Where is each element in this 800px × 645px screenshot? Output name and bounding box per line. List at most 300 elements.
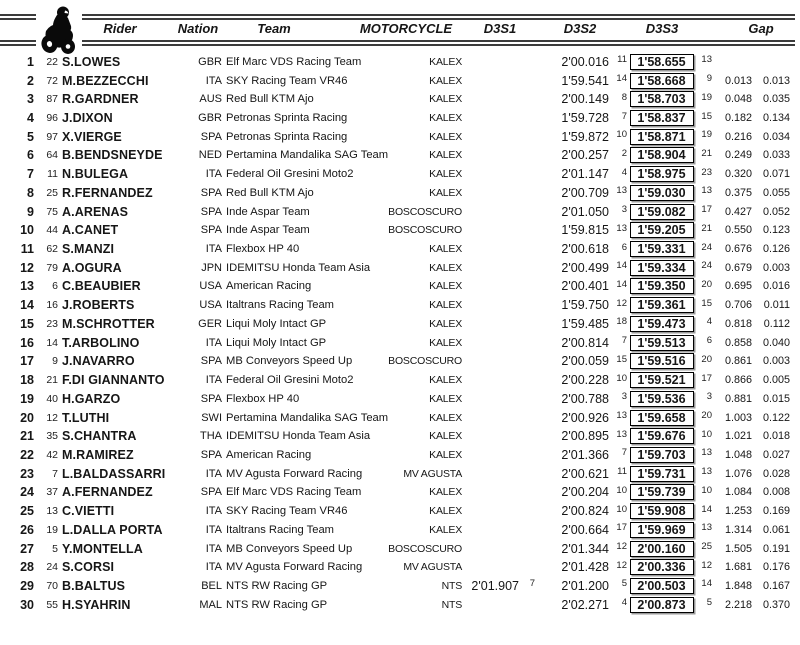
position-cell: 27 bbox=[20, 541, 34, 556]
position-cell: 16 bbox=[20, 335, 34, 350]
position-cell: 10 bbox=[20, 223, 34, 238]
nation-cell: SPA bbox=[200, 486, 222, 499]
d3s2-lap-cell: 4 bbox=[621, 166, 627, 178]
rider-name-cell: J.NAVARRO bbox=[62, 354, 135, 369]
gap-to-previous-cell: 0.040 bbox=[762, 336, 790, 349]
rider-name-cell: A.OGURA bbox=[62, 260, 122, 275]
position-cell: 3 bbox=[27, 92, 34, 107]
motorcycle-cell: KALEX bbox=[429, 505, 462, 518]
rider-name-cell: S.CORSI bbox=[62, 560, 115, 575]
d3s3-lap-cell: 24 bbox=[701, 241, 712, 253]
motorcycle-cell: KALEX bbox=[429, 374, 462, 387]
position-cell: 7 bbox=[27, 167, 34, 182]
position-cell: 25 bbox=[20, 504, 34, 519]
d3s2-time-cell: 2'00.926 bbox=[561, 410, 609, 425]
d3s2-time-cell: 1'59.485 bbox=[561, 316, 609, 331]
rider-name-cell: T.ARBOLINO bbox=[62, 335, 140, 350]
team-cell: Italtrans Racing Team bbox=[226, 299, 334, 312]
results-table-body bbox=[0, 53, 800, 615]
d3s3-best-time-cell bbox=[627, 222, 696, 238]
team-cell: Pertamina Mandalika SAG Team bbox=[226, 149, 389, 162]
d3s2-lap-cell: 10 bbox=[616, 372, 627, 384]
d3s3-best-time-cell bbox=[627, 54, 696, 70]
gap-to-previous-cell: 0.071 bbox=[762, 168, 790, 181]
rider-name-cell: S.LOWES bbox=[62, 54, 121, 69]
gap-to-previous-cell: 0.034 bbox=[762, 130, 790, 143]
position-cell: 6 bbox=[27, 148, 34, 163]
motorcycle-cell: KALEX bbox=[429, 243, 462, 256]
motorcycle-cell: KALEX bbox=[429, 261, 462, 274]
gap-to-leader-cell: 1.314 bbox=[724, 523, 752, 536]
d3s2-time-cell: 1'59.541 bbox=[561, 73, 609, 88]
gap-to-leader-cell: 0.861 bbox=[724, 355, 752, 368]
gap-to-leader-cell: 0.182 bbox=[724, 112, 752, 125]
best-time-box: 1'59.521 bbox=[630, 372, 694, 388]
d3s2-lap-cell: 7 bbox=[621, 335, 627, 347]
best-time-box: 1'59.731 bbox=[630, 466, 694, 482]
rider-number-cell: 16 bbox=[46, 299, 58, 312]
gap-to-previous-cell: 0.169 bbox=[762, 505, 790, 518]
d3s3-lap-cell: 13 bbox=[701, 466, 712, 478]
nation-cell: SPA bbox=[200, 205, 222, 218]
header-top-rule-2 bbox=[0, 18, 795, 20]
d3s2-lap-cell: 11 bbox=[617, 54, 627, 66]
d3s2-time-cell: 2'00.824 bbox=[561, 504, 609, 519]
d3s2-time-cell: 2'00.149 bbox=[561, 92, 609, 107]
d3s3-lap-cell: 14 bbox=[701, 578, 712, 590]
rider-number-cell: 14 bbox=[46, 336, 58, 349]
team-cell: MV Agusta Forward Racing bbox=[226, 467, 363, 480]
rider-name-cell: L.DALLA PORTA bbox=[62, 522, 163, 537]
position-cell: 19 bbox=[20, 391, 34, 406]
team-cell: Red Bull KTM Ajo bbox=[226, 93, 314, 106]
motorcycle-cell: KALEX bbox=[429, 448, 462, 461]
nation-cell: SPA bbox=[200, 130, 222, 143]
d3s2-time-cell: 2'00.895 bbox=[561, 429, 609, 444]
rider-name-cell: J.DIXON bbox=[62, 111, 113, 126]
best-time-box: 1'59.350 bbox=[630, 278, 694, 294]
best-time-box: 1'59.703 bbox=[630, 447, 694, 463]
d3s3-best-time-cell bbox=[627, 204, 696, 220]
rider-number-cell: 25 bbox=[46, 186, 58, 199]
column-header-team: Team bbox=[257, 21, 291, 36]
gap-to-leader-cell: 0.048 bbox=[724, 93, 752, 106]
position-cell: 18 bbox=[20, 373, 34, 388]
nation-cell: ITA bbox=[205, 561, 222, 574]
rider-name-cell: A.FERNANDEZ bbox=[62, 485, 153, 500]
rider-number-cell: 12 bbox=[46, 411, 58, 424]
d3s2-lap-cell: 5 bbox=[621, 578, 627, 590]
rider-number-cell: 11 bbox=[47, 168, 58, 181]
team-cell: NTS RW Racing GP bbox=[226, 598, 328, 611]
team-cell: SKY Racing Team VR46 bbox=[226, 74, 348, 87]
nation-cell: ITA bbox=[205, 336, 222, 349]
d3s3-best-time-cell bbox=[627, 541, 696, 557]
d3s2-time-cell: 2'00.228 bbox=[561, 373, 609, 388]
position-cell: 11 bbox=[20, 242, 34, 257]
d3s3-best-time-cell bbox=[627, 578, 696, 594]
d3s3-best-time-cell bbox=[627, 316, 696, 332]
rider-name-cell: H.GARZO bbox=[62, 391, 121, 406]
rider-number-cell: 24 bbox=[46, 561, 58, 574]
d3s3-best-time-cell bbox=[627, 241, 696, 257]
best-time-box: 1'59.473 bbox=[630, 316, 694, 332]
table-row bbox=[0, 109, 800, 128]
d3s2-time-cell: 2'00.621 bbox=[561, 466, 609, 481]
rider-number-cell: 55 bbox=[46, 598, 58, 611]
d3s2-lap-cell: 14 bbox=[616, 73, 627, 85]
gap-to-previous-cell: 0.122 bbox=[762, 411, 790, 424]
rider-name-cell: J.ROBERTS bbox=[62, 298, 135, 313]
nation-cell: ITA bbox=[205, 74, 222, 87]
nation-cell: GBR bbox=[198, 112, 222, 125]
best-time-box: 1'59.334 bbox=[630, 260, 694, 276]
best-time-box: 1'58.668 bbox=[630, 73, 694, 89]
rider-number-cell: 6 bbox=[52, 280, 58, 293]
nation-cell: ITA bbox=[205, 243, 222, 256]
table-row bbox=[0, 371, 800, 390]
d3s2-lap-cell: 8 bbox=[621, 91, 627, 103]
column-header-gap: Gap bbox=[748, 21, 774, 36]
team-cell: MB Conveyors Speed Up bbox=[226, 542, 353, 555]
best-time-box: 1'59.908 bbox=[630, 503, 694, 519]
gap-to-previous-cell: 0.013 bbox=[762, 74, 790, 87]
table-row bbox=[0, 389, 800, 408]
rider-name-cell: H.SYAHRIN bbox=[62, 597, 131, 612]
gap-to-leader-cell: 1.084 bbox=[724, 486, 752, 499]
rider-number-cell: 75 bbox=[46, 205, 58, 218]
nation-cell: BEL bbox=[201, 579, 222, 592]
d3s2-time-cell: 2'00.204 bbox=[561, 485, 609, 500]
gap-to-previous-cell: 0.015 bbox=[762, 392, 790, 405]
d3s3-lap-cell: 10 bbox=[701, 428, 712, 440]
position-cell: 9 bbox=[27, 204, 34, 219]
d3s2-lap-cell: 13 bbox=[616, 185, 627, 197]
d3s3-best-time-cell bbox=[627, 484, 696, 500]
d3s3-best-time-cell bbox=[627, 73, 696, 89]
team-cell: Petronas Sprinta Racing bbox=[226, 112, 348, 125]
d3s3-lap-cell: 20 bbox=[701, 278, 712, 290]
d3s2-lap-cell: 12 bbox=[616, 297, 627, 309]
rider-number-cell: 44 bbox=[46, 224, 58, 237]
d3s2-lap-cell: 10 bbox=[616, 503, 627, 515]
nation-cell: USA bbox=[199, 280, 222, 293]
d3s3-lap-cell: 13 bbox=[701, 185, 712, 197]
position-cell: 14 bbox=[20, 298, 34, 313]
rider-number-cell: 87 bbox=[46, 93, 58, 106]
d3s3-lap-cell: 4 bbox=[706, 316, 712, 328]
d3s2-time-cell: 1'59.728 bbox=[561, 111, 609, 126]
best-time-box: 1'59.030 bbox=[630, 185, 694, 201]
d3s2-time-cell: 1'59.815 bbox=[561, 223, 609, 238]
rider-number-cell: 70 bbox=[46, 579, 58, 592]
d3s2-time-cell: 2'00.257 bbox=[561, 148, 609, 163]
rider-name-cell: F.DI GIANNANTO bbox=[62, 373, 165, 388]
d3s2-lap-cell: 7 bbox=[621, 447, 627, 459]
d3s3-lap-cell: 21 bbox=[701, 222, 712, 234]
d3s2-time-cell: 2'00.016 bbox=[561, 54, 609, 69]
best-time-box: 1'59.513 bbox=[630, 335, 694, 351]
d3s3-lap-cell: 19 bbox=[701, 129, 712, 141]
gap-to-previous-cell: 0.134 bbox=[762, 112, 790, 125]
team-cell: MV Agusta Forward Racing bbox=[226, 561, 363, 574]
gap-to-leader-cell: 0.679 bbox=[724, 261, 752, 274]
motorcycle-cell: BOSCOSCURO bbox=[388, 205, 462, 218]
team-cell: NTS RW Racing GP bbox=[226, 579, 328, 592]
nation-cell: SWI bbox=[201, 411, 222, 424]
nation-cell: ITA bbox=[205, 467, 222, 480]
d3s2-time-cell: 2'02.271 bbox=[561, 597, 609, 612]
gap-to-previous-cell: 0.003 bbox=[762, 261, 790, 274]
best-time-box: 2'00.160 bbox=[630, 541, 694, 557]
motorcycle-cell: KALEX bbox=[429, 55, 462, 68]
rider-name-cell: C.BEAUBIER bbox=[62, 279, 141, 294]
d3s2-lap-cell: 13 bbox=[616, 222, 627, 234]
header-bottom-rule-1 bbox=[0, 40, 795, 42]
nation-cell: SPA bbox=[200, 355, 222, 368]
nation-cell: ITA bbox=[205, 168, 222, 181]
rider-number-cell: 42 bbox=[46, 448, 58, 461]
table-row bbox=[0, 315, 800, 334]
motorcycle-cell: NTS bbox=[441, 598, 462, 611]
gap-to-previous-cell: 0.011 bbox=[763, 299, 790, 312]
gap-to-previous-cell: 0.008 bbox=[762, 486, 790, 499]
d3s3-lap-cell: 3 bbox=[706, 391, 712, 403]
column-header-d3s1: D3S1 bbox=[483, 21, 517, 36]
motorcycle-cell: KALEX bbox=[429, 74, 462, 87]
d3s2-time-cell: 2'01.050 bbox=[561, 204, 609, 219]
gap-to-leader-cell: 0.427 bbox=[724, 205, 752, 218]
nation-cell: USA bbox=[199, 299, 222, 312]
nation-cell: GER bbox=[198, 317, 222, 330]
motorcycle-cell: KALEX bbox=[429, 336, 462, 349]
team-cell: IDEMITSU Honda Team Asia bbox=[226, 430, 371, 443]
position-cell: 22 bbox=[20, 447, 34, 462]
column-header-rider: Rider bbox=[103, 21, 137, 36]
d3s3-best-time-cell bbox=[627, 372, 696, 388]
table-row bbox=[0, 539, 800, 558]
d3s3-best-time-cell bbox=[627, 129, 696, 145]
team-cell: Flexbox HP 40 bbox=[226, 392, 300, 405]
table-row bbox=[0, 352, 800, 371]
team-cell: Red Bull KTM Ajo bbox=[226, 186, 314, 199]
d3s2-lap-cell: 15 bbox=[616, 353, 627, 365]
d3s3-best-time-cell bbox=[627, 559, 696, 575]
table-row bbox=[0, 221, 800, 240]
motorcycle-cell: MV AGUSTA bbox=[403, 561, 462, 574]
d3s3-best-time-cell bbox=[627, 353, 696, 369]
gap-to-leader-cell: 0.695 bbox=[724, 280, 752, 293]
column-header-nation: Nation bbox=[177, 21, 219, 36]
rider-name-cell: N.BULEGA bbox=[62, 167, 129, 182]
table-row bbox=[0, 165, 800, 184]
d3s2-time-cell: 2'00.709 bbox=[561, 185, 609, 200]
d3s2-lap-cell: 10 bbox=[616, 484, 627, 496]
best-time-box: 2'00.873 bbox=[630, 597, 694, 613]
d3s3-lap-cell: 9 bbox=[706, 73, 712, 85]
best-time-box: 1'59.516 bbox=[630, 353, 694, 369]
position-cell: 13 bbox=[20, 279, 34, 294]
gap-to-previous-cell: 0.126 bbox=[762, 243, 790, 256]
gap-to-previous-cell: 0.052 bbox=[762, 205, 790, 218]
gap-to-previous-cell: 0.033 bbox=[762, 149, 790, 162]
position-cell: 2 bbox=[27, 73, 34, 88]
motorcycle-cell: KALEX bbox=[429, 430, 462, 443]
motorcycle-cell: KALEX bbox=[429, 149, 462, 162]
motorcycle-cell: MV AGUSTA bbox=[403, 467, 462, 480]
table-row bbox=[0, 240, 800, 259]
table-row bbox=[0, 502, 800, 521]
nation-cell: THA bbox=[200, 430, 222, 443]
gap-to-previous-cell: 0.016 bbox=[762, 280, 790, 293]
best-time-box: 1'59.331 bbox=[630, 241, 694, 257]
gap-to-leader-cell: 1.505 bbox=[724, 542, 752, 555]
gap-to-leader-cell: 0.676 bbox=[724, 243, 752, 256]
best-time-box: 1'59.205 bbox=[630, 222, 694, 238]
motorcycle-cell: KALEX bbox=[429, 392, 462, 405]
d3s2-time-cell: 1'59.872 bbox=[561, 129, 609, 144]
nation-cell: ITA bbox=[205, 374, 222, 387]
d3s2-time-cell: 2'00.814 bbox=[561, 335, 609, 350]
gap-to-leader-cell: 0.866 bbox=[724, 374, 752, 387]
gap-to-leader-cell: 0.375 bbox=[724, 186, 752, 199]
d3s3-best-time-cell bbox=[627, 391, 696, 407]
team-cell: Inde Aspar Team bbox=[226, 205, 310, 218]
team-cell: Elf Marc VDS Racing Team bbox=[226, 55, 362, 68]
rider-number-cell: 22 bbox=[46, 55, 58, 68]
d3s2-lap-cell: 14 bbox=[616, 278, 627, 290]
best-time-box: 1'59.739 bbox=[630, 484, 694, 500]
column-header-d3s3: D3S3 bbox=[645, 21, 679, 36]
gap-to-leader-cell: 1.003 bbox=[724, 411, 752, 424]
best-time-box: 1'58.837 bbox=[630, 110, 694, 126]
gap-to-previous-cell: 0.018 bbox=[762, 430, 790, 443]
d3s3-lap-cell: 5 bbox=[706, 597, 712, 609]
d3s2-time-cell: 2'01.147 bbox=[561, 167, 609, 182]
d3s2-time-cell: 2'01.344 bbox=[561, 541, 609, 556]
table-row bbox=[0, 202, 800, 221]
rider-number-cell: 9 bbox=[52, 355, 58, 368]
rider-number-cell: 79 bbox=[46, 261, 58, 274]
motorcycle-cell: BOSCOSCURO bbox=[388, 542, 462, 555]
d3s3-best-time-cell bbox=[627, 335, 696, 351]
table-row bbox=[0, 277, 800, 296]
rider-number-cell: 13 bbox=[46, 505, 58, 518]
best-time-box: 1'58.904 bbox=[630, 147, 694, 163]
best-time-box: 1'59.082 bbox=[630, 204, 694, 220]
rider-name-cell: S.CHANTRA bbox=[62, 429, 137, 444]
gap-to-leader-cell: 0.216 bbox=[724, 130, 752, 143]
position-cell: 24 bbox=[20, 485, 34, 500]
d3s2-time-cell: 2'00.059 bbox=[561, 354, 609, 369]
team-cell: Federal Oil Gresini Moto2 bbox=[226, 374, 354, 387]
d3s2-lap-cell: 13 bbox=[616, 428, 627, 440]
motorcycle-cell: KALEX bbox=[429, 112, 462, 125]
gap-to-leader-cell: 1.681 bbox=[724, 561, 752, 574]
table-row bbox=[0, 258, 800, 277]
rider-name-cell: T.LUTHI bbox=[62, 410, 110, 425]
position-cell: 1 bbox=[27, 54, 34, 69]
table-row bbox=[0, 483, 800, 502]
nation-cell: ITA bbox=[205, 542, 222, 555]
d3s1-time-cell: 2'01.907 bbox=[471, 578, 519, 593]
gap-to-previous-cell: 0.035 bbox=[762, 93, 790, 106]
nation-cell: MAL bbox=[199, 598, 222, 611]
gap-to-leader-cell: 1.076 bbox=[724, 467, 752, 480]
d3s3-lap-cell: 13 bbox=[701, 522, 712, 534]
table-row bbox=[0, 577, 800, 596]
best-time-box: 1'58.703 bbox=[630, 91, 694, 107]
d3s2-lap-cell: 2 bbox=[621, 147, 627, 159]
rider-name-cell: R.GARDNER bbox=[62, 92, 139, 107]
gap-to-previous-cell: 0.123 bbox=[762, 224, 790, 237]
d3s3-best-time-cell bbox=[627, 597, 696, 613]
rider-name-cell: X.VIERGE bbox=[62, 129, 122, 144]
table-row bbox=[0, 71, 800, 90]
gap-to-previous-cell: 0.167 bbox=[762, 579, 790, 592]
rider-number-cell: 97 bbox=[46, 130, 58, 143]
best-time-box: 1'58.655 bbox=[630, 54, 694, 70]
nation-cell: GBR bbox=[198, 55, 222, 68]
team-cell: Pertamina Mandalika SAG Team bbox=[226, 411, 389, 424]
rider-number-cell: 35 bbox=[46, 430, 58, 443]
rider-number-cell: 62 bbox=[46, 243, 58, 256]
column-header-motorcycle: MOTORCYCLE bbox=[359, 21, 453, 36]
d3s3-lap-cell: 17 bbox=[701, 204, 712, 216]
d3s3-best-time-cell bbox=[627, 91, 696, 107]
d3s3-best-time-cell bbox=[627, 110, 696, 126]
team-cell: Italtrans Racing Team bbox=[226, 523, 334, 536]
motorcycle-cell: NTS bbox=[441, 579, 462, 592]
motorcycle-rider-icon bbox=[36, 3, 82, 55]
d3s3-lap-cell: 25 bbox=[701, 541, 712, 553]
rider-number-cell: 7 bbox=[52, 467, 58, 480]
nation-cell: AUS bbox=[199, 93, 222, 106]
team-cell: Inde Aspar Team bbox=[226, 224, 310, 237]
rider-number-cell: 23 bbox=[46, 317, 58, 330]
d3s2-lap-cell: 14 bbox=[616, 260, 627, 272]
position-cell: 8 bbox=[27, 185, 34, 200]
d3s1-lap-cell: 7 bbox=[529, 578, 535, 590]
rider-name-cell: C.VIETTI bbox=[62, 504, 115, 519]
table-row bbox=[0, 146, 800, 165]
position-cell: 12 bbox=[20, 260, 34, 275]
d3s3-lap-cell: 17 bbox=[701, 372, 712, 384]
table-row bbox=[0, 408, 800, 427]
motorcycle-cell: KALEX bbox=[429, 168, 462, 181]
nation-cell: SPA bbox=[200, 224, 222, 237]
d3s2-time-cell: 1'59.750 bbox=[561, 298, 609, 313]
gap-to-previous-cell: 0.005 bbox=[762, 374, 790, 387]
rider-name-cell: Y.MONTELLA bbox=[62, 541, 143, 556]
d3s2-lap-cell: 7 bbox=[621, 110, 627, 122]
motorcycle-cell: KALEX bbox=[429, 299, 462, 312]
d3s2-lap-cell: 18 bbox=[616, 316, 627, 328]
team-cell: Flexbox HP 40 bbox=[226, 243, 300, 256]
d3s2-time-cell: 2'01.366 bbox=[561, 447, 609, 462]
d3s2-time-cell: 2'00.401 bbox=[561, 279, 609, 294]
rider-number-cell: 40 bbox=[46, 392, 58, 405]
team-cell: MB Conveyors Speed Up bbox=[226, 355, 353, 368]
d3s2-lap-cell: 3 bbox=[621, 204, 627, 216]
nation-cell: JPN bbox=[201, 261, 222, 274]
motorcycle-cell: KALEX bbox=[429, 93, 462, 106]
table-row bbox=[0, 520, 800, 539]
team-cell: Federal Oil Gresini Moto2 bbox=[226, 168, 354, 181]
d3s3-best-time-cell bbox=[627, 503, 696, 519]
d3s2-time-cell: 2'00.788 bbox=[561, 391, 609, 406]
gap-to-leader-cell: 0.013 bbox=[724, 74, 752, 87]
